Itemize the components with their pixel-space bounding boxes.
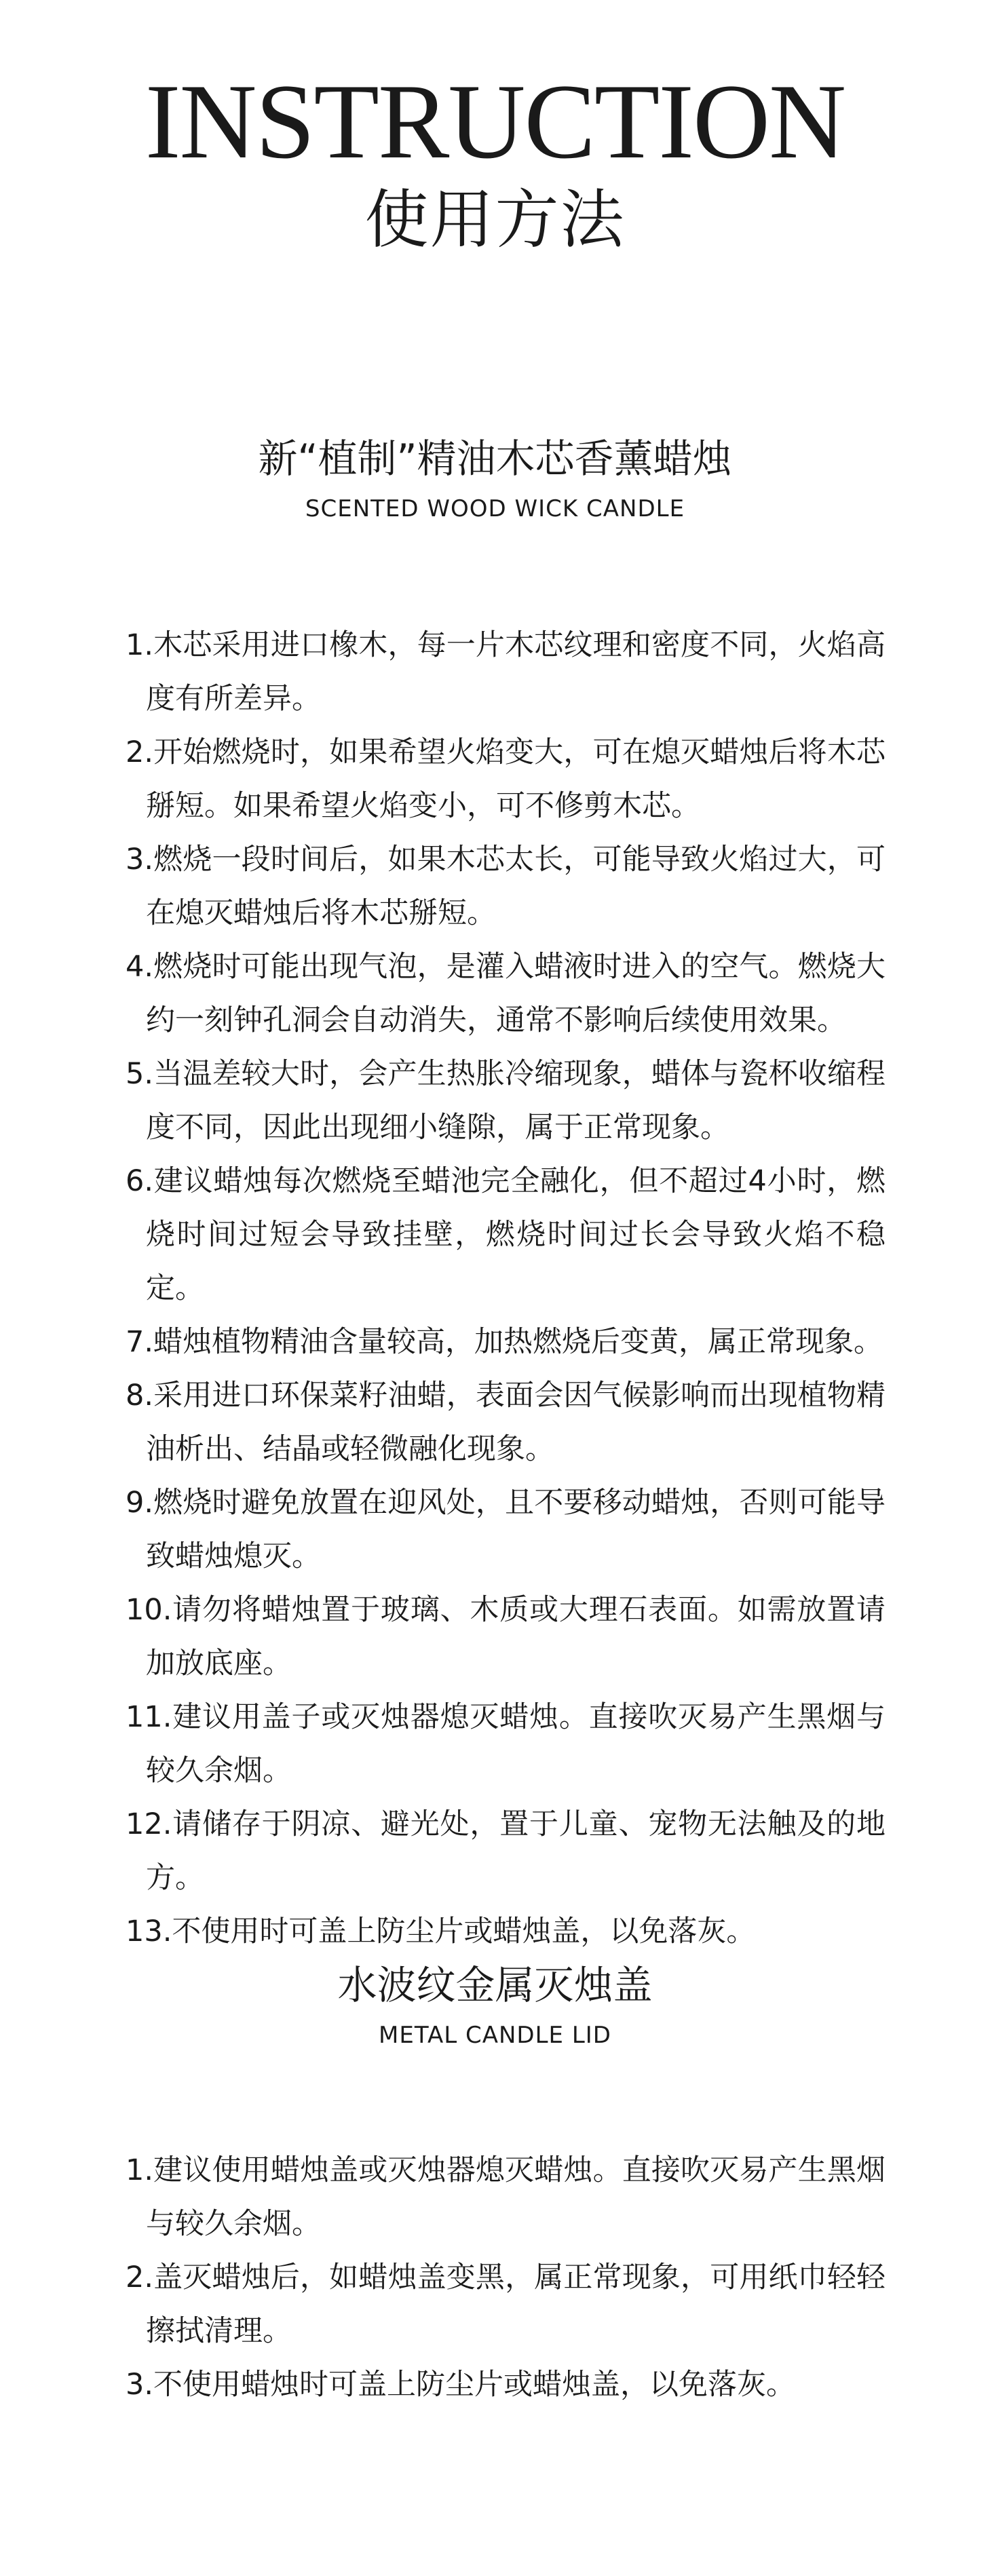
section-title-zh: 新“植制”精油木芯香薰蜡烛 [258, 436, 732, 482]
list-item: 9.燃烧时避免放置在迎风处，且不要移动蜡烛，否则可能导致蜡烛熄灭。 [126, 1486, 886, 1573]
list-item: 2.开始燃烧时，如果希望火焰变大，可在熄灭蜡烛后将木芯掰短。如果希望火焰变小，可不修剪木芯。 [126, 735, 886, 823]
candle-instruction-list [126, 619, 886, 1959]
list-item: 2.盖灭蜡烛后，如蜡烛盖变黑，属正常现象，可用纸巾轻轻擦拭清理。 [126, 2261, 886, 2348]
section-title-en: METAL CANDLE LID [379, 2022, 611, 2049]
section-title-en: SCENTED WOOD WICK CANDLE [305, 495, 685, 522]
section-heading-candle [0, 434, 990, 524]
section-title-zh: 水波纹金属灭烛盖 [337, 1962, 653, 2008]
section-heading-lid [0, 1961, 990, 2050]
page-title-zh: 使用方法 [364, 183, 626, 257]
list-item: 11.建议用盖子或灭烛器熄灭蜡烛。直接吹灭易产生黑烟与较久余烟。 [126, 1700, 886, 1788]
list-item: 1.木芯采用进口橡木，每一片木芯纹理和密度不同，火焰高度有所差异。 [126, 628, 886, 716]
list-item: 1.建议使用蜡烛盖或灭烛器熄灭蜡烛。直接吹灭易产生黑烟与较久余烟。 [126, 2153, 886, 2241]
list-item: 6.建议蜡烛每次燃烧至蜡池完全融化，但不超过4小时，燃烧时间过短会导致挂壁，燃烧时间过长会导致火焰不稳定。 [126, 1164, 886, 1305]
list-item: 10.请勿将蜡烛置于玻璃、木质或大理石表面。如需放置请加放底座。 [126, 1593, 886, 1680]
list-item: 12.请储存于阴凉、避光处，置于儿童、宠物无法触及的地方。 [126, 1807, 886, 1895]
list-item: 4.燃烧时可能出现气泡，是灌入蜡液时进入的空气。燃烧大约一刻钟孔洞会自动消失，通常不影响后续使用效果。 [126, 950, 886, 1037]
list-item: 5.当温差较大时，会产生热胀冷缩现象，蜡体与瓷杯收缩程度不同，因此出现细小缝隙，属于正常现象。 [126, 1057, 886, 1145]
list-item: 8.采用进口环保菜籽油蜡，表面会因气候影响而出现植物精油析出、结晶或轻微融化现象。 [126, 1379, 886, 1466]
list-item: 7.蜡烛植物精油含量较高，加热燃烧后变黄，属正常现象。 [126, 1325, 883, 1359]
lid-instruction-list [126, 2144, 886, 2412]
list-item: 3.燃烧一段时间后，如果木芯太长，可能导致火焰过大，可在熄灭蜡烛后将木芯掰短。 [126, 843, 886, 930]
page-title-en: INSTRUCTION [145, 62, 845, 181]
list-item: 3.不使用蜡烛时可盖上防尘片或蜡烛盖，以免落灰。 [126, 2368, 796, 2402]
list-item: 13.不使用时可盖上防尘片或蜡烛盖，以免落灰。 [126, 1915, 756, 1948]
